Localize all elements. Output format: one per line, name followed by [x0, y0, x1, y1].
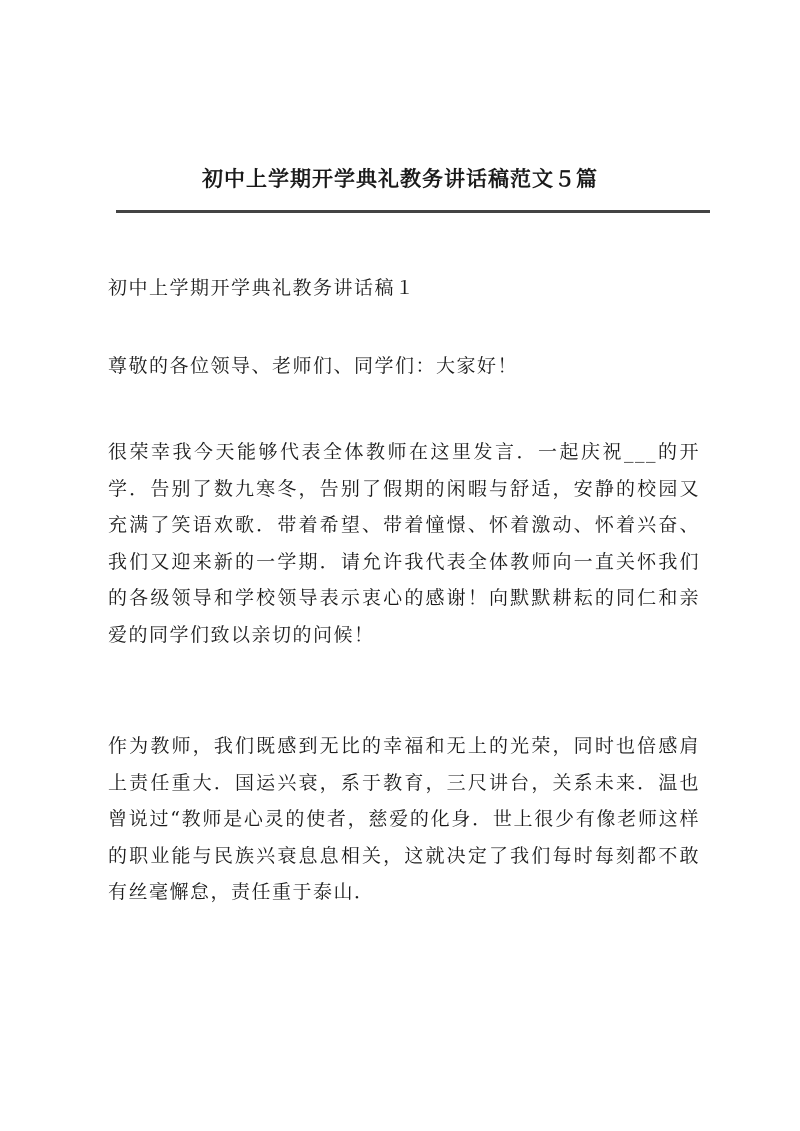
section-heading: 初中上学期开学典礼教务讲话稿１	[108, 277, 416, 299]
body-paragraph: 很荣幸我今天能够代表全体教师在这里发言．一起庆祝___的开学．告别了数九寒冬，告别了假期的闲暇与舒适，安静的校园又充满了笑语欢歌．带着希望、带着憧憬、怀着激动、怀着兴奋、我们又迎来新的一学期．请允许我代表全体教师向一直关怀我们的各级领导和学校领导表示衷心的感谢！向默默耕耘的同仁和亲爱的同学们致以亲切的问候！	[108, 441, 700, 646]
body-paragraph: 作为教师，我们既感到无比的幸福和无上的光荣，同时也倍感肩上责任重大．国运兴衰，系于教育，三尺讲台，关系未来．温也曾说过“教师是心灵的使者，慈爱的化身．世上很少有像老师这样的职业能与民族兴衰息息相关，这就决定了我们每时每刻都不敢有丝毫懈怠，责任重于泰山．	[108, 735, 700, 903]
title-divider	[116, 210, 710, 213]
document-title: 初中上学期开学典礼教务讲话稿范文５篇	[202, 166, 598, 191]
greeting-line: 尊敬的各位领导、老师们、同学们：大家好！	[108, 355, 519, 377]
